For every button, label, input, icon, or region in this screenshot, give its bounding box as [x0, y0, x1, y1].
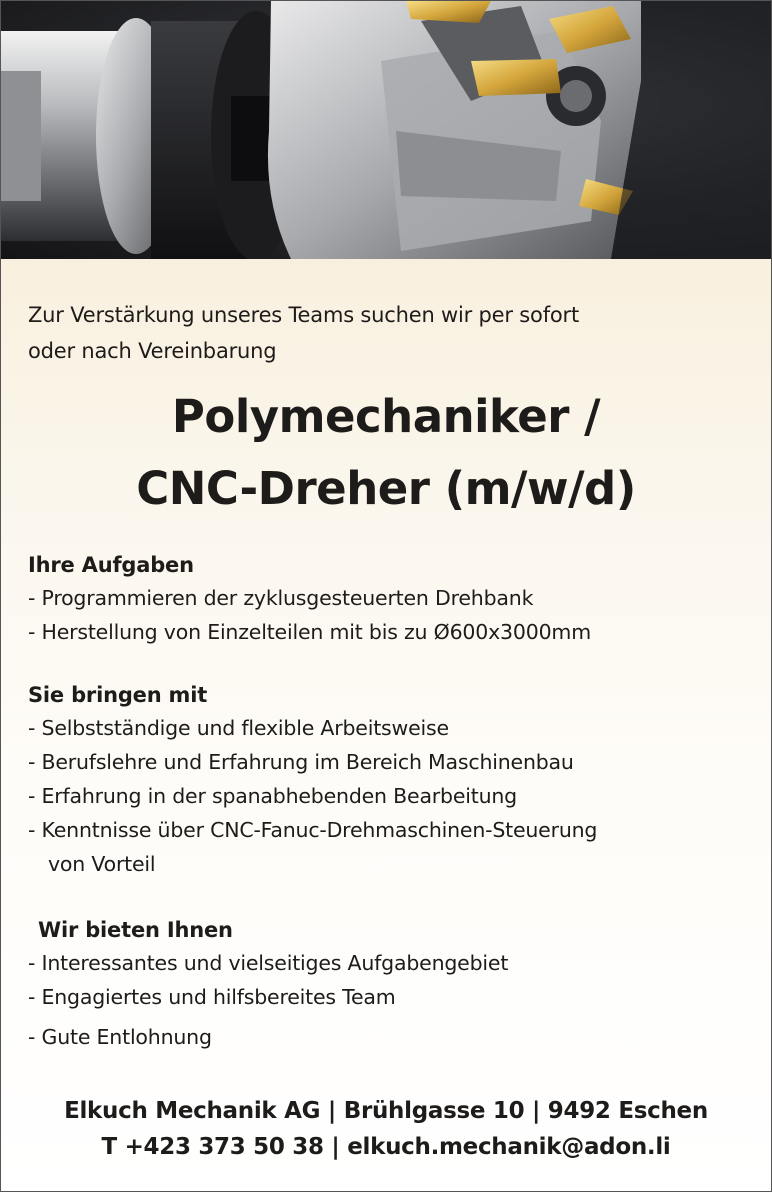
- company-address: Elkuch Mechanik AG | Brühlgasse 10 | 9492 Eschen: [64, 1098, 708, 1124]
- bieten-list: [28, 946, 758, 1054]
- section-heading: Wir bieten Ihnen: [38, 918, 233, 942]
- section-wir-bieten-ihnen: [28, 914, 758, 1054]
- intro-line: oder nach Vereinbarung: [28, 339, 277, 363]
- list-item-continuation: von Vorteil: [48, 852, 156, 876]
- section-sie-bringen-mit: [28, 679, 758, 881]
- aufgaben-list: [28, 581, 758, 649]
- list-item: - Gute Entlohnung: [28, 1025, 212, 1049]
- company-contact: [1, 1093, 771, 1165]
- section-heading: Ihre Aufgaben: [28, 553, 194, 577]
- list-item: - Kenntnisse über CNC-Fanuc-Drehmaschinen-Steuerung: [28, 818, 598, 842]
- job-title-line: Polymechaniker /: [171, 390, 601, 443]
- mitbringen-list: [28, 711, 758, 881]
- list-item: - Berufslehre und Erfahrung im Bereich Maschinenbau: [28, 750, 574, 774]
- list-item: - Engagiertes und hilfsbereites Team: [28, 985, 396, 1009]
- intro-line: Zur Verstärkung unseres Teams suchen wir per sofort: [28, 303, 580, 327]
- cnc-milling-head-photo: [1, 1, 771, 259]
- intro-text: [28, 297, 748, 369]
- company-phone-email: T +423 373 50 38 | elkuch.mechanik@adon.li: [101, 1134, 671, 1160]
- section-aufgaben: [28, 549, 758, 649]
- list-item: - Herstellung von Einzelteilen mit bis zu Ø600x3000mm: [28, 620, 591, 644]
- list-item: - Programmieren der zyklusgesteuerten Drehbank: [28, 586, 534, 610]
- list-item: - Erfahrung in der spanabhebenden Bearbeitung: [28, 784, 517, 808]
- list-item: - Selbstständige und flexible Arbeitsweise: [28, 716, 449, 740]
- section-heading: Sie bringen mit: [28, 683, 208, 707]
- list-item: - Interessantes und vielseitiges Aufgabengebiet: [28, 951, 509, 975]
- job-title: [1, 381, 771, 525]
- job-title-line: CNC-Dreher (m/w/d): [136, 462, 636, 515]
